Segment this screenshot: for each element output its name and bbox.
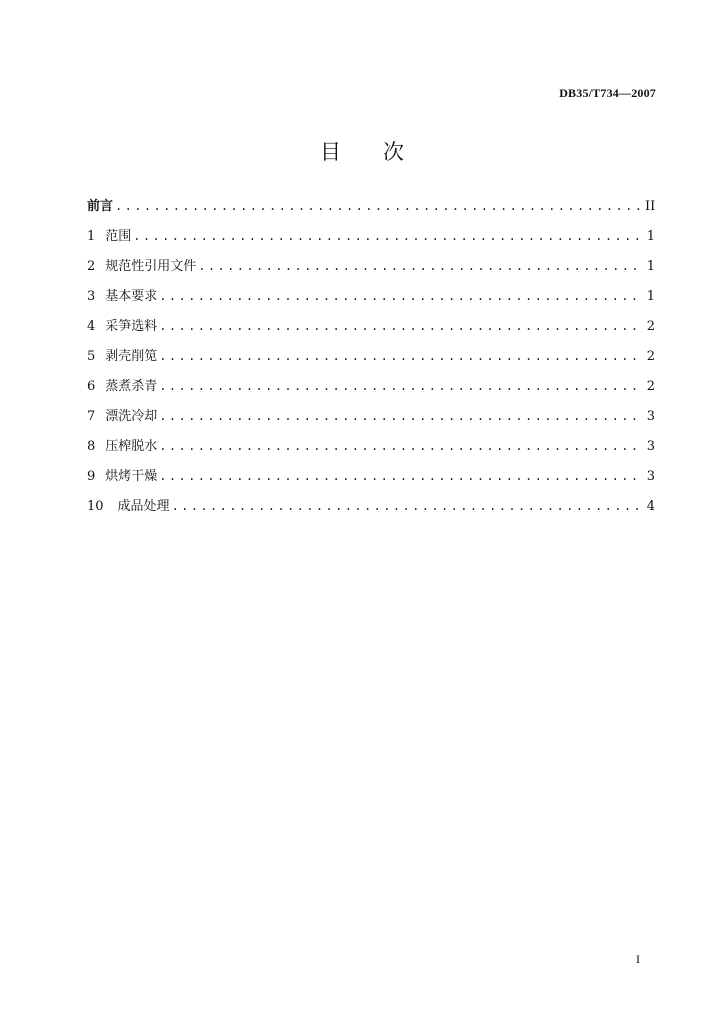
dot-leader [159,286,643,306]
dot-leader [198,256,643,276]
toc-entry-number: 5 [87,349,96,364]
toc-entry-page: II [645,199,656,214]
toc-entry-page: 1 [646,259,655,274]
dot-leader [159,406,643,426]
toc-entry-number: 2 [87,259,96,274]
toc-entry-page: 1 [646,229,655,244]
toc-entry-number: 7 [87,409,96,424]
dot-leader [133,226,643,246]
toc-entry-label: 剥壳削笕 [105,349,158,364]
toc-entry-page: 3 [646,409,655,424]
toc-entry-5[interactable] [87,346,655,376]
toc-entry-label: 压榨脱水 [105,439,158,454]
page-number: I [636,952,640,966]
toc-entry-1[interactable] [87,226,655,256]
toc-entry-number: 9 [87,469,96,484]
toc-entry-number: 4 [87,319,96,334]
toc-entry-9[interactable] [87,466,655,496]
toc-entry-number: 8 [87,439,96,454]
toc-entry-number: 6 [87,379,96,394]
toc-entry-number: 3 [87,289,96,304]
toc-entry-label: 漂洗冷却 [105,409,158,424]
dot-leader [115,196,643,216]
toc-entry-foreword[interactable] [87,196,655,226]
toc-entry-4[interactable] [87,316,655,346]
toc-entry-page: 4 [646,499,655,514]
document-code: DB35/T734—2007 [559,86,656,100]
toc-entry-label: 成品处理 [117,499,170,514]
toc-entry-label: 前言 [87,199,114,214]
toc-entry-page: 1 [646,289,655,304]
title-char-2: 次 [383,140,404,164]
dot-leader [159,376,643,396]
toc-entry-2[interactable] [87,256,655,286]
table-of-contents [87,196,655,526]
page-title [0,136,724,166]
toc-entry-page: 3 [646,439,655,454]
toc-entry-10[interactable] [87,496,655,526]
toc-entry-page: 2 [646,349,655,364]
toc-entry-3[interactable] [87,286,655,316]
toc-entry-label: 基本要求 [105,289,158,304]
dot-leader [159,466,643,486]
toc-entry-6[interactable] [87,376,655,406]
toc-entry-label: 蒸煮杀青 [105,379,158,394]
toc-entry-label: 烘烤干燥 [105,469,158,484]
toc-entry-page: 2 [646,379,655,394]
toc-entry-number: 10 [87,499,104,514]
toc-entry-7[interactable] [87,406,655,436]
dot-leader [159,316,643,336]
toc-entry-number: 1 [87,229,96,244]
dot-leader [159,436,643,456]
toc-entry-label: 采笋选料 [105,319,158,334]
dot-leader [159,346,643,366]
toc-entry-page: 2 [646,319,655,334]
dot-leader [172,496,643,516]
toc-entry-8[interactable] [87,436,655,466]
toc-entry-label: 范围 [105,229,132,244]
title-char-1: 目 [320,140,341,164]
toc-entry-label: 规范性引用文件 [105,259,197,274]
toc-entry-page: 3 [646,469,655,484]
